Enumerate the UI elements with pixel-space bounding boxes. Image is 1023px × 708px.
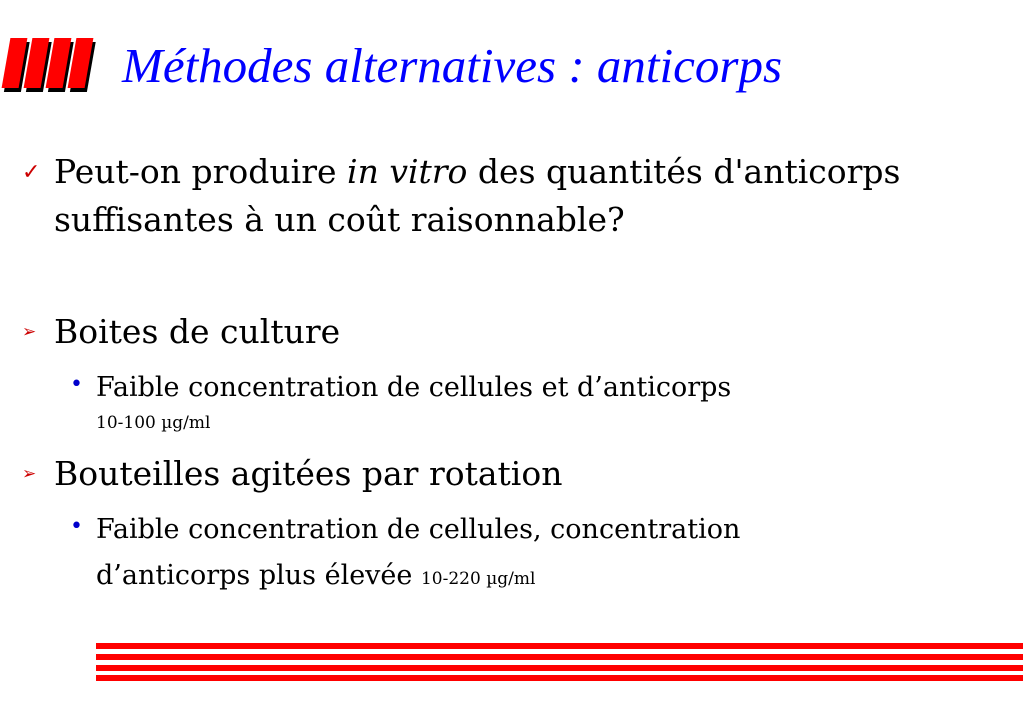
dot-icon: • xyxy=(70,372,83,397)
arrow-right-icon: ➢ xyxy=(22,464,37,484)
checkmark-icon: ✓ xyxy=(22,160,41,185)
footer-decorative-lines xyxy=(96,643,1023,683)
sub-bullet-1-text: Faible concentration de cellules et d’anticorps xyxy=(96,372,732,403)
in-vitro-italic: in vitro xyxy=(347,152,468,191)
bullet-bouteilles-agitees: Bouteilles agitées par rotation xyxy=(54,454,563,493)
sub-bullet-1-detail: 10-100 µg/ml xyxy=(96,413,211,433)
question-line-2: suffisantes à un coût raisonnable? xyxy=(54,200,625,239)
question-line-1: Peut-on produire in vitro des quantités d'anticorps xyxy=(54,152,901,191)
dot-icon: • xyxy=(70,514,83,539)
bullet-boites-de-culture: Boites de culture xyxy=(54,312,341,351)
sub-bullet-2-detail: 10-220 µg/ml xyxy=(420,569,536,589)
title-logo-bars xyxy=(0,38,106,94)
sub-bullet-2-line-2: d’anticorps plus élevée 10-220 µg/ml xyxy=(96,560,536,591)
sub-bullet-2-line-1: Faible concentration de cellules, concentration xyxy=(96,514,741,545)
slide-title: Méthodes alternatives : anticorps xyxy=(122,38,783,93)
arrow-right-icon: ➢ xyxy=(22,322,37,342)
